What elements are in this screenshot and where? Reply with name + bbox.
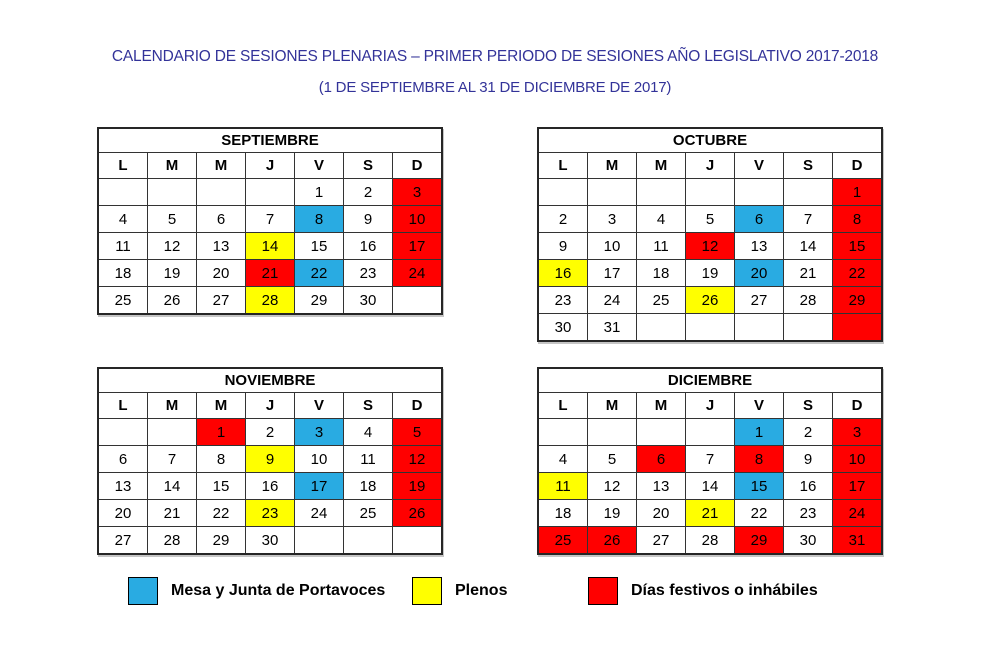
calendar-cell [197, 179, 246, 206]
calendar-table-noviembre [97, 367, 443, 555]
calendar-cell: 17 [588, 260, 637, 287]
calendar-cell: 15 [833, 233, 883, 260]
calendar-cell: 7 [686, 446, 735, 473]
day-header: D [833, 393, 883, 419]
calendar-cell: 24 [295, 500, 344, 527]
calendar-cell [295, 527, 344, 555]
calendar-cell: 2 [344, 179, 393, 206]
calendar-noviembre [97, 367, 443, 555]
calendar-cell: 6 [637, 446, 686, 473]
calendar-cell: 23 [344, 260, 393, 287]
calendar-cell: 3 [588, 206, 637, 233]
week-row [98, 287, 442, 315]
calendar-cell: 9 [344, 206, 393, 233]
calendar-cell: 22 [735, 500, 784, 527]
calendar-cell: 29 [833, 287, 883, 314]
calendar-cell: 28 [686, 527, 735, 555]
calendar-cell: 31 [588, 314, 637, 342]
day-header: J [246, 153, 295, 179]
calendar-cell: 12 [148, 233, 197, 260]
calendar-cell: 3 [295, 419, 344, 446]
week-row [538, 500, 882, 527]
calendar-cell: 20 [735, 260, 784, 287]
calendar-cell [393, 287, 443, 315]
calendar-cell: 6 [98, 446, 148, 473]
calendar-cell: 15 [735, 473, 784, 500]
calendar-cell [637, 179, 686, 206]
day-header: J [246, 393, 295, 419]
day-header: M [588, 153, 637, 179]
calendar-cell [686, 419, 735, 446]
week-row [538, 179, 882, 206]
calendar-cell: 22 [833, 260, 883, 287]
calendar-cell: 1 [295, 179, 344, 206]
calendar-cell: 3 [833, 419, 883, 446]
legend-label-plenos: Plenos [455, 582, 508, 599]
calendar-cell: 31 [833, 527, 883, 555]
calendar-cell: 27 [197, 287, 246, 315]
calendar-cell: 27 [735, 287, 784, 314]
calendar-cell [246, 179, 295, 206]
calendar-cell: 16 [784, 473, 833, 500]
calendar-cell [833, 314, 883, 342]
calendar-cell: 23 [538, 287, 588, 314]
legend-swatch-mesa [128, 577, 158, 605]
legend-label-festivos: Días festivos o inhábiles [631, 582, 818, 599]
month-title: NOVIEMBRE [98, 368, 442, 393]
calendar-cell: 28 [246, 287, 295, 315]
day-header: M [637, 393, 686, 419]
calendar-cell: 25 [538, 527, 588, 555]
calendar-cell: 24 [393, 260, 443, 287]
calendar-cell: 23 [784, 500, 833, 527]
calendar-cell: 22 [197, 500, 246, 527]
calendar-cell: 10 [393, 206, 443, 233]
calendar-cell: 30 [784, 527, 833, 555]
month-title: SEPTIEMBRE [98, 128, 442, 153]
day-header: M [197, 393, 246, 419]
calendar-cell: 21 [686, 500, 735, 527]
page-title-line1: CALENDARIO DE SESIONES PLENARIAS – PRIMER PERIODO DE SESIONES AÑO LEGISLATIVO 2017-2018 [111, 48, 879, 65]
calendar-cell: 5 [686, 206, 735, 233]
calendar-cell: 10 [295, 446, 344, 473]
calendar-cell: 30 [246, 527, 295, 555]
day-header: V [735, 153, 784, 179]
calendar-cell: 22 [295, 260, 344, 287]
week-row [538, 287, 882, 314]
day-header: S [344, 393, 393, 419]
calendar-cell: 6 [735, 206, 784, 233]
calendar-cell: 18 [98, 260, 148, 287]
calendar-cell [588, 419, 637, 446]
legend-swatch-festivos [588, 577, 618, 605]
legend-label-mesa: Mesa y Junta de Portavoces [171, 582, 386, 599]
week-row [98, 419, 442, 446]
week-row [98, 527, 442, 555]
calendar-cell: 5 [588, 446, 637, 473]
calendar-cell [148, 419, 197, 446]
day-header: M [148, 153, 197, 179]
calendar-cell: 24 [588, 287, 637, 314]
week-row [98, 179, 442, 206]
day-header: V [735, 393, 784, 419]
calendar-cell: 18 [344, 473, 393, 500]
calendar-cell: 7 [246, 206, 295, 233]
week-row [98, 446, 442, 473]
calendar-cell: 11 [344, 446, 393, 473]
calendar-cell: 25 [344, 500, 393, 527]
calendar-septiembre [97, 127, 443, 315]
calendar-cell [98, 419, 148, 446]
calendar-cell: 4 [637, 206, 686, 233]
day-header: V [295, 153, 344, 179]
calendar-cell: 26 [686, 287, 735, 314]
month-title: DICIEMBRE [538, 368, 882, 393]
calendar-cell: 15 [295, 233, 344, 260]
calendar-table-octubre [537, 127, 883, 342]
calendar-octubre [537, 127, 883, 342]
week-row [538, 527, 882, 555]
week-row [538, 419, 882, 446]
calendar-cell: 2 [784, 419, 833, 446]
calendar-cell: 2 [538, 206, 588, 233]
week-row [538, 206, 882, 233]
calendar-cell: 19 [148, 260, 197, 287]
calendar-cell: 10 [588, 233, 637, 260]
calendar-cell: 12 [393, 446, 443, 473]
calendar-cell: 13 [735, 233, 784, 260]
calendar-cell [393, 527, 443, 555]
calendar-cell: 13 [98, 473, 148, 500]
calendar-cell [637, 419, 686, 446]
calendar-cell [686, 179, 735, 206]
week-row [538, 446, 882, 473]
day-header: L [538, 393, 588, 419]
calendar-cell: 27 [98, 527, 148, 555]
calendar-cell: 19 [686, 260, 735, 287]
week-row [98, 500, 442, 527]
calendar-cell: 8 [735, 446, 784, 473]
legend [0, 577, 990, 605]
calendar-cell: 19 [588, 500, 637, 527]
day-header: J [686, 153, 735, 179]
week-row [98, 260, 442, 287]
day-header: S [784, 393, 833, 419]
calendar-cell: 5 [393, 419, 443, 446]
calendar-cell: 5 [148, 206, 197, 233]
calendar-cell [637, 314, 686, 342]
day-header: M [588, 393, 637, 419]
calendar-cell: 14 [148, 473, 197, 500]
week-row [98, 206, 442, 233]
calendar-cell: 19 [393, 473, 443, 500]
calendar-cell: 10 [833, 446, 883, 473]
calendar-cell: 26 [588, 527, 637, 555]
calendar-cell: 13 [637, 473, 686, 500]
calendar-cell: 15 [197, 473, 246, 500]
calendar-cell: 16 [344, 233, 393, 260]
calendar-cell: 16 [538, 260, 588, 287]
calendar-cell: 26 [148, 287, 197, 315]
calendar-cell: 30 [538, 314, 588, 342]
calendar-cell: 9 [538, 233, 588, 260]
calendar-cell [538, 179, 588, 206]
calendar-cell: 20 [197, 260, 246, 287]
calendar-cell: 8 [833, 206, 883, 233]
week-row [98, 233, 442, 260]
calendar-cell: 11 [98, 233, 148, 260]
day-header: S [784, 153, 833, 179]
day-header: J [686, 393, 735, 419]
calendar-table-diciembre [537, 367, 883, 555]
week-row [538, 260, 882, 287]
day-header: V [295, 393, 344, 419]
calendar-cell: 8 [295, 206, 344, 233]
calendar-cell: 28 [784, 287, 833, 314]
calendar-cell: 20 [98, 500, 148, 527]
calendar-cell: 29 [197, 527, 246, 555]
page-title-line2: (1 DE SEPTIEMBRE AL 31 DE DICIEMBRE DE 2017) [318, 79, 672, 96]
day-header: S [344, 153, 393, 179]
calendar-cell [344, 527, 393, 555]
calendar-cell: 17 [833, 473, 883, 500]
calendar-cell: 1 [197, 419, 246, 446]
day-header: D [393, 393, 443, 419]
calendar-cell: 13 [197, 233, 246, 260]
calendar-cell [735, 179, 784, 206]
calendar-cell: 24 [833, 500, 883, 527]
day-header: M [197, 153, 246, 179]
legend-swatch-plenos [412, 577, 442, 605]
calendar-cell [148, 179, 197, 206]
calendar-cell: 25 [98, 287, 148, 315]
calendar-cell: 21 [784, 260, 833, 287]
day-header: D [833, 153, 883, 179]
calendar-cell: 17 [393, 233, 443, 260]
legend-item-festivos [588, 577, 818, 605]
calendar-cell: 6 [197, 206, 246, 233]
calendar-cell: 21 [246, 260, 295, 287]
calendar-cell: 9 [784, 446, 833, 473]
week-row [538, 473, 882, 500]
calendar-cell [686, 314, 735, 342]
calendar-cell: 27 [637, 527, 686, 555]
calendar-cell: 2 [246, 419, 295, 446]
legend-item-mesa [128, 577, 385, 605]
calendar-cell [735, 314, 784, 342]
calendar-cell: 12 [588, 473, 637, 500]
calendar-table-septiembre [97, 127, 443, 315]
calendar-cell: 4 [538, 446, 588, 473]
day-header: M [148, 393, 197, 419]
calendar-cell: 1 [735, 419, 784, 446]
week-row [98, 473, 442, 500]
calendar-cell: 20 [637, 500, 686, 527]
calendar-cell: 9 [246, 446, 295, 473]
calendar-cell [98, 179, 148, 206]
calendar-cell: 4 [98, 206, 148, 233]
calendar-cell: 17 [295, 473, 344, 500]
calendar-cell [784, 314, 833, 342]
calendar-cell: 7 [148, 446, 197, 473]
day-header: L [538, 153, 588, 179]
calendar-cell: 29 [735, 527, 784, 555]
calendar-cell: 4 [344, 419, 393, 446]
calendar-cell: 14 [784, 233, 833, 260]
calendar-cell: 28 [148, 527, 197, 555]
calendar-cell: 3 [393, 179, 443, 206]
week-row [538, 233, 882, 260]
day-header: L [98, 153, 148, 179]
calendar-cell: 29 [295, 287, 344, 315]
calendar-cell: 25 [637, 287, 686, 314]
calendar-cell: 16 [246, 473, 295, 500]
calendar-cell: 18 [538, 500, 588, 527]
week-row [538, 314, 882, 342]
calendar-cell [588, 179, 637, 206]
calendar-cell: 23 [246, 500, 295, 527]
calendar-cell: 7 [784, 206, 833, 233]
calendar-cell: 14 [686, 473, 735, 500]
calendar-cell: 12 [686, 233, 735, 260]
calendar-cell: 14 [246, 233, 295, 260]
calendar-cell: 18 [637, 260, 686, 287]
calendar-cell: 30 [344, 287, 393, 315]
day-header: D [393, 153, 443, 179]
calendar-cell [538, 419, 588, 446]
day-header: L [98, 393, 148, 419]
calendar-diciembre [537, 367, 883, 555]
month-title: OCTUBRE [538, 128, 882, 153]
calendar-cell: 11 [637, 233, 686, 260]
calendar-cell: 1 [833, 179, 883, 206]
calendar-cell [784, 179, 833, 206]
page-title [0, 48, 990, 96]
calendar-cell: 26 [393, 500, 443, 527]
calendar-cell: 21 [148, 500, 197, 527]
calendar-cell: 8 [197, 446, 246, 473]
calendar-cell: 11 [538, 473, 588, 500]
legend-item-plenos [412, 577, 507, 605]
day-header: M [637, 153, 686, 179]
